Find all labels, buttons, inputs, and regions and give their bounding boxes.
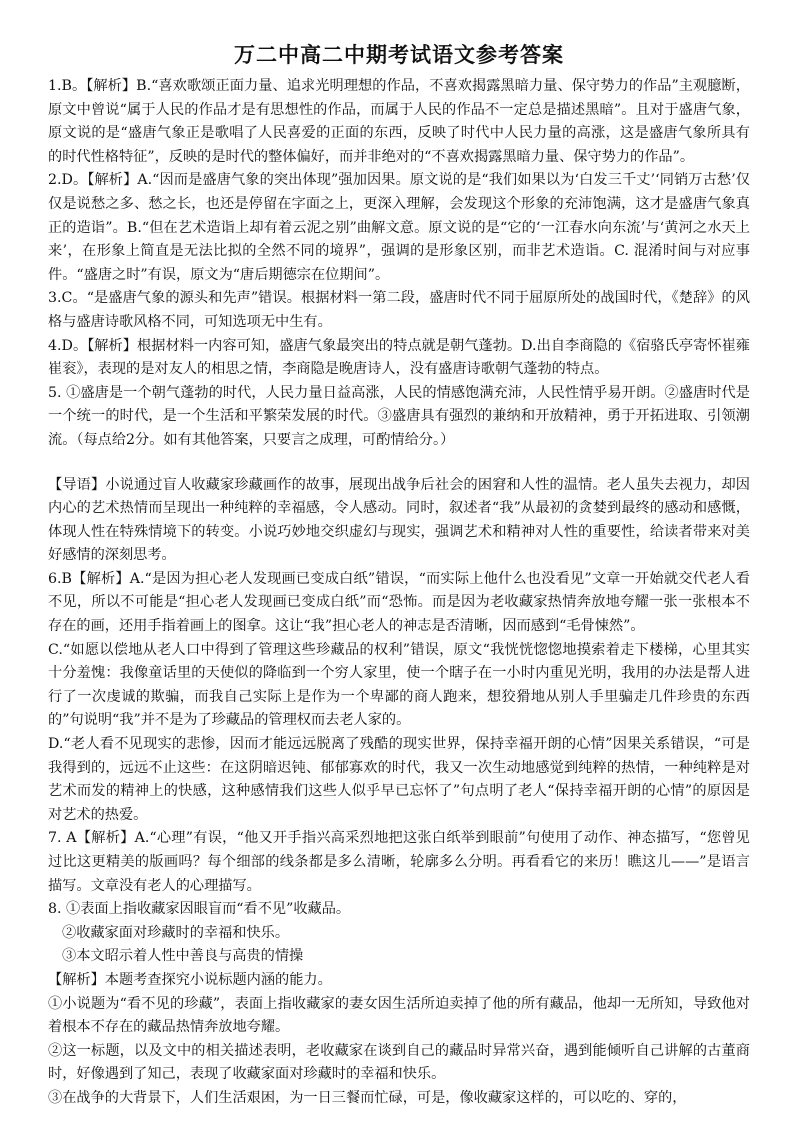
answer-4: 4.D。【解析】根据材料一内容可知，盛唐气象最突出的特点就是朝气蓬勃。D.出自李商隐的《宿骆氏亭寄怀崔雍崔衮》，表现的是对友人的相思之情，李商隐是晚唐诗人，没有盛唐诗歌朝气蓬勃的特点。 (48, 337, 750, 378)
answer-1: 1.B。【解析】B.“喜欢歌颂正面力量、追求光明理想的作品，不喜欢揭露黑暗力量、保守势力的作品”主观臆断，原文中曾说“属于人民的作品才是有思想性的作品，而属于人民的作品不一定总是描述黑暗”。且对于盛唐气象，原文说的是“盛唐气象正是歌唱了人民喜爱的正面的东西，反映了时代中人民力量的高涨，这是盛唐气象所具有的时代性格特征”，反映的是时代的整体偏好，而并非绝对的“不喜欢揭露黑暗力量、保守势力的作品”。 (48, 78, 750, 165)
answer-8-detail-2: ②这一标题，以及文中的相关描述表明，老收藏家在谈到自己的藏品时异常兴奋，遇到能倾听自己讲解的古董商时，好像遇到了知己，表现了收藏家面对珍藏时的幸福和快乐。 (48, 1042, 750, 1083)
answer-2: 2.D。【解析】A.“因而是盛唐气象的突出体现”强加因果。原文说的是“我们如果以为‘白发三千丈’‘同销万古愁’仅仅是说愁之多、愁之长，也还是停留在字面之上，更深入理解，会发现这个形象的充沛饱满，这才是盛唐气象真正的造诣”。B.“但在艺术造诣上却有着云泥之别”曲解文意。原文说的是“它的‘一江春水向东流’与‘黄河之水天上来’，在形象上简直是无法比拟的全然不同的境界”，强调的是形象区别，而非艺术造诣。C. 混淆时间与对应事件。“盛唐之时”有误，原文为“唐后期德宗在位期间”。 (48, 172, 750, 283)
answer-6: 6.B【解析】A.“是因为担心老人发现画已变成白纸”错误，“而实际上他什么也没看见”文章一开始就交代老人看不见，所以不可能是“担心老人发现画已变成白纸”而“恐怖。而是因为老收藏家热情奔放地夸耀一张一张根本不存在的画，还用手指着画上的图拿。这让“我”担心老人的神志是否清晰，因而感到“毛骨悚然”。 (48, 570, 750, 635)
answer-8-point-2: ②收藏家面对珍藏时的幸福和快乐。 (62, 924, 290, 941)
answer-8-detail-3: ③在战争的大背景下，人们生活艰困，为一日三餐而忙碌，可是，像收藏家这样的，可以吃的、穿的， (48, 1089, 687, 1106)
page-title: 万二中高二中期考试语文参考答案 (234, 43, 564, 67)
section-gap (48, 453, 750, 474)
answer-5: 5. ①盛唐是一个朝气蓬勃的时代，人民力量日益高涨，人民的情感饱满充沛，人民性情乎易开朗。②盛唐时代是一个统一的时代，是一个生活和平繁荣发展的时代。③盛唐具有强烈的兼纳和开放精神，勇于开拓进取、引领潮流。（每点给2分。如有其他答案，只要言之成理，可酌情给分。） (48, 384, 750, 448)
answer-3: 3.C。“是盛唐气象的源头和先声”错误。根据材料一第二段，盛唐时代不同于屈原所处的战国时代，《楚辞》的风格与盛唐诗歌风格不同，可知选项无中生有。 (48, 290, 750, 330)
answer-7: 7. A【解析】A.“心理”有误，“他又开手指兴高采烈地把这张白纸举到眼前”句使用了动作、神态描写，“您曾见过比这更精美的版画吗？每个细部的线条都是多么清晰，轮廓多么分明。再看看它的来历！瞧这儿——”是语言描写。文章没有老人的心理描写。 (48, 830, 750, 894)
answer-8-detail-1: ①小说题为“看不见的珍藏”，表面上指收藏家的妻女因生活所迫卖掉了他的所有藏品，他却一无所知，导致他对着根本不存在的藏品热情奔放地夸耀。 (48, 995, 750, 1036)
answer-6-option-d: D.“老人看不见现实的悲惨，因而才能远远脱离了残酷的现实世界，保持幸福开朗的心情”因果关系错误，“可是我得到的，远远不止这些：在这阴暗迟钝、郁郁寡欢的时代，我又一次生动地感觉到纯粹的热情，一种纯粹是对艺术而发的精神上的快感，这种感情我们这些人似乎早已忘怀了”句点明了老人“保持幸福开朗的心情”的原因是对艺术的热爱。 (48, 736, 750, 823)
answer-6-option-c: C.“如愿以偿地从老人口中得到了管理这些珍藏品的权利”错误，原文“我恍恍惚惚地摸索着走下楼梯，心里其实十分羞愧：我像童话里的天使似的降临到一个穷人家里，使一个瞎子在一小时内重见光明，我用的办法是帮人进行了一次虔诚的欺骗，而我自己实际上是作为一个卑鄙的商人跑来，想狡猾地从别人手里骗走几件珍贵的东西的”句说明“我”并不是为了珍藏品的管理权而去老人家的。 (48, 641, 750, 729)
answer-8-analysis: 【解析】本题考查探究小说标题内涵的能力。 (48, 971, 332, 988)
intro-paragraph: 【导语】小说通过盲人收藏家珍藏画作的故事，展现出战争后社会的困窘和人性的温情。老人虽失去视力，却因内心的艺术热情而呈现出一种纯粹的幸福感，令人感动。同时，叙述者“我”从最初的贪婪到最终的感动和感慨，体现人性在特殊情境下的转变。小说巧妙地交织虚幻与现实，强调艺术和精神对人性的重要性，给读者带来对美好感情的深刻思考。 (48, 476, 750, 564)
answer-8-head: 8. ①表面上指收藏家因眼盲而“看不见”收藏品。 (48, 901, 351, 918)
answer-8-point-3: ③本文昭示着人性中善良与高贵的情操 (62, 948, 304, 965)
